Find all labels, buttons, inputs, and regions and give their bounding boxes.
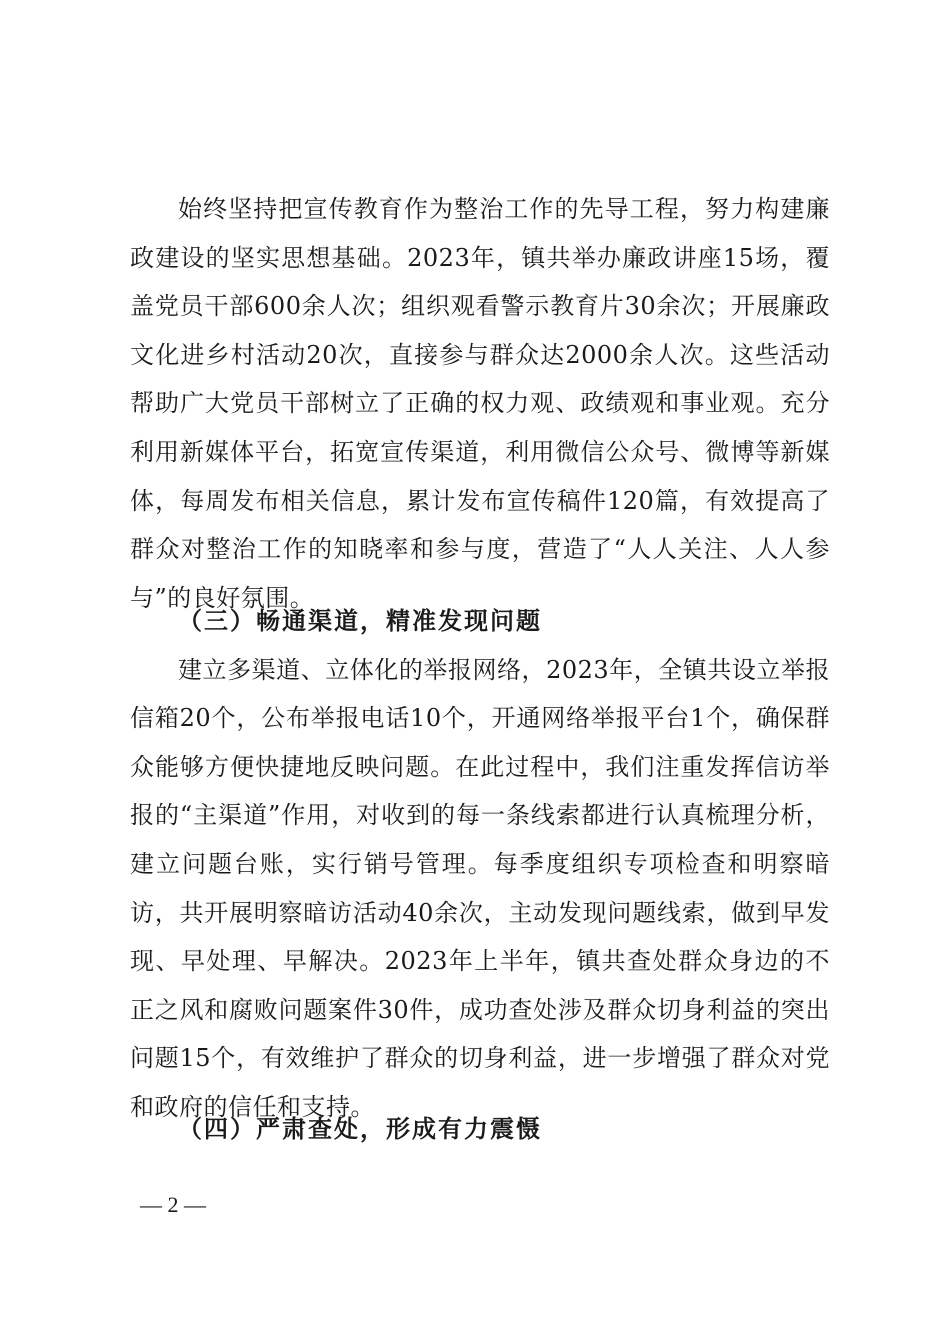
paragraph-reporting-network: 建立多渠道、立体化的举报网络，2023年，全镇共设立举报信箱20个，公布举报电话10个，开通网络举报平台1个，确保群众能够方便快捷地反映问题。在此过程中，我们注重发挥信访举报的“主渠道”作用，对收到的每一条线索都进行认真梳理分析，建立问题台账，实行销号管理。每季度组织专项检查和明察暗访，共开展明察暗访活动40余次，主动发现问题线索，做到早发现、早处理、早解决。2023年上半年，镇共查处群众身边的不正之风和腐败问题案件30件，成功查处涉及群众切身利益的突出问题15个，有效维护了群众的切身利益，进一步增强了群众对党和政府的信任和支持。	[130, 655, 830, 1121]
section-channels	[130, 597, 830, 1132]
section-propaganda	[130, 185, 830, 622]
section-investigation	[130, 1105, 830, 1154]
heading-section-3: （三）畅通渠道，精准发现问题	[178, 606, 542, 635]
heading-section-4: （四）严肃查处，形成有力震慑	[178, 1114, 542, 1143]
paragraph-propaganda-education: 始终坚持把宣传教育作为整治工作的先导工程，努力构建廉政建设的坚实思想基础。2023年，镇共举办廉政讲座15场，覆盖党员干部600余人次；组织观看警示教育片30余次；开展廉政文化进乡村活动20次，直接参与群众达2000余人次。这些活动帮助广大党员干部树立了正确的权力观、政绩观和事业观。充分利用新媒体平台，拓宽宣传渠道，利用微信公众号、微博等新媒体，每周发布相关信息，累计发布宣传稿件120篇，有效提高了群众对整治工作的知晓率和参与度，营造了“人人关注、人人参与”的良好氛围。	[130, 195, 830, 612]
page-number: — 2 —	[140, 1192, 206, 1217]
